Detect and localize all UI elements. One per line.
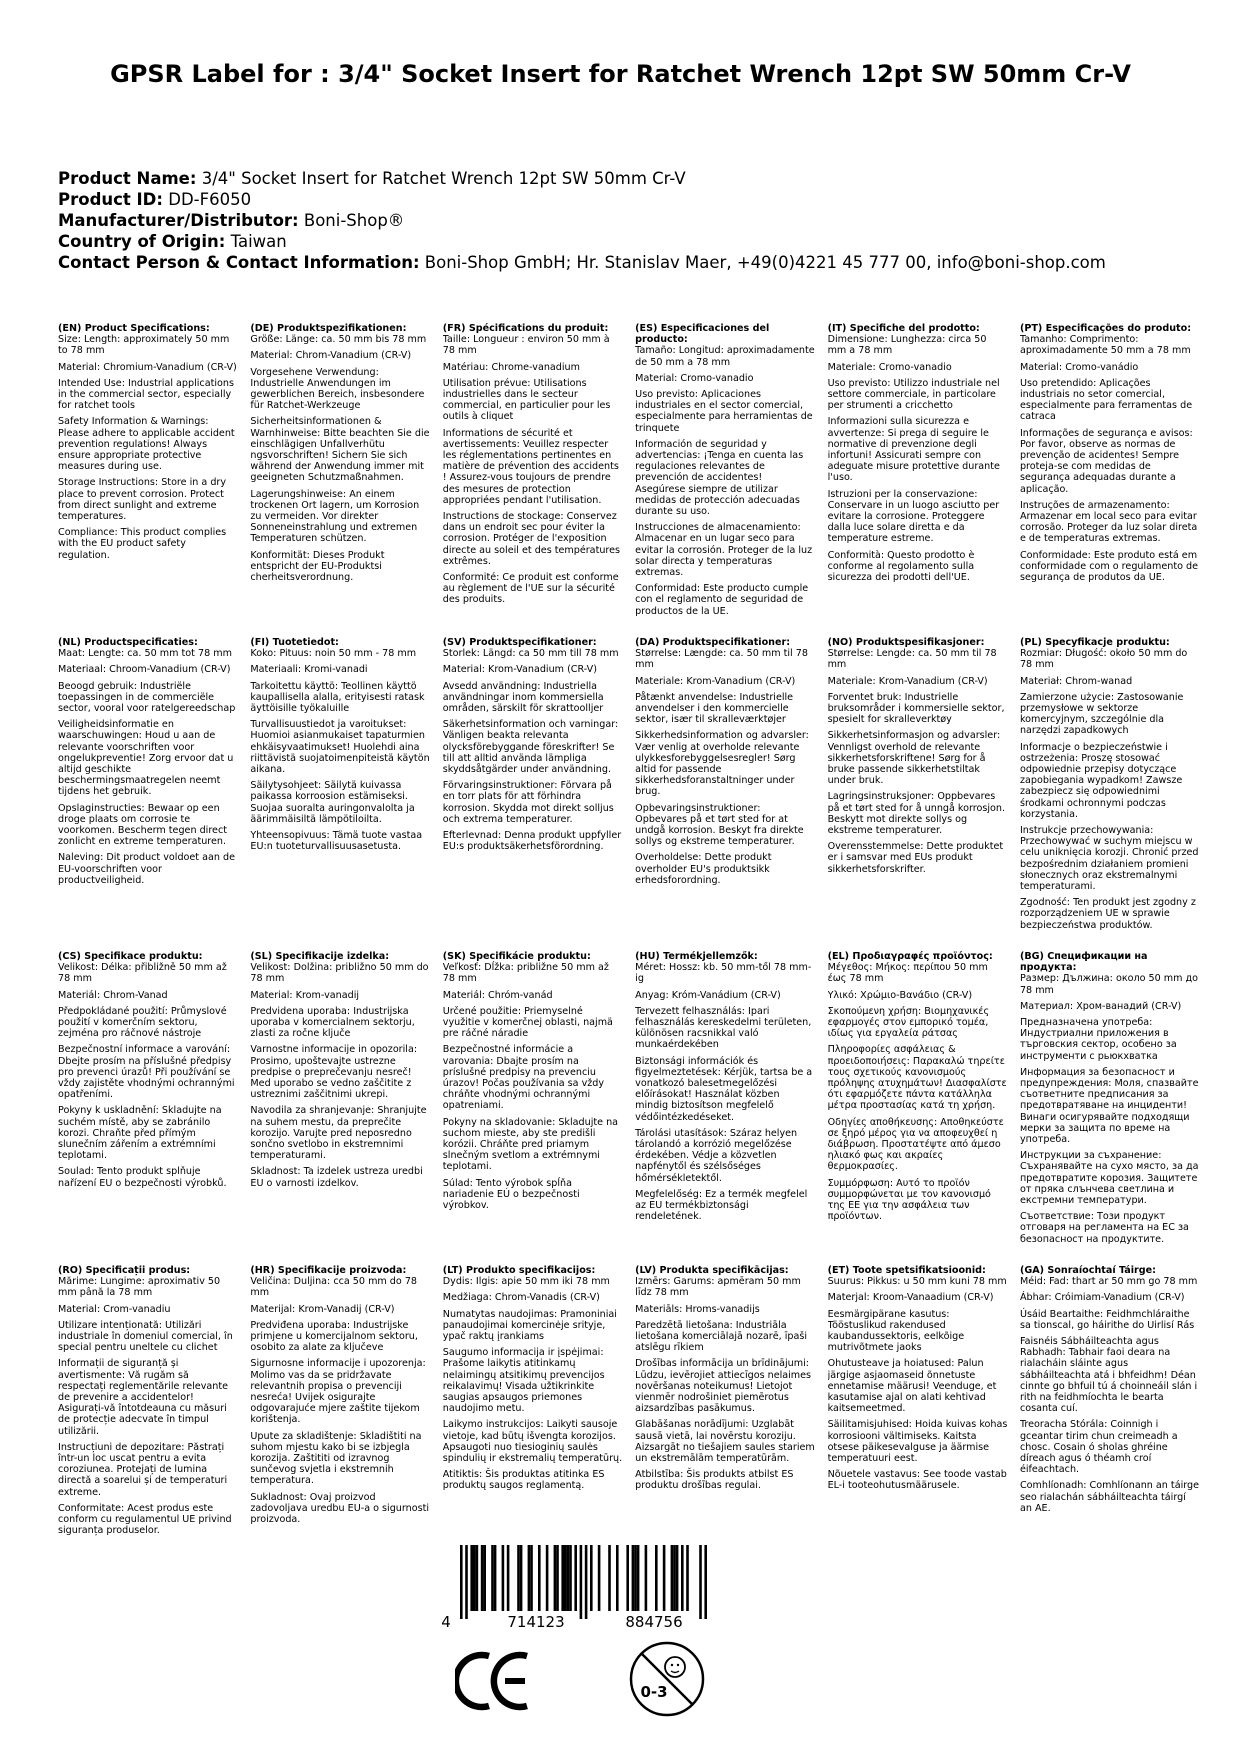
spec-paragraph: Efterlevnad: Denna produkt uppfyller EU:s produktsäkerhetsförordning. [442, 830, 622, 853]
spec-paragraph: Informações de segurança e avisos: Por favor, observe as normas de prevenção de acidentes! Sempre proteja-se com medidas de segurança adequadas durante a aplicação. [1019, 427, 1193, 495]
spec-paragraph: Velikost: Dolžina: približno 50 mm do 78 mm [250, 962, 429, 985]
spec-paragraph: Sicherheitsinformationen & Warnhinweise: Bitte beachten Sie die einschlägigen Unfallverhütu ngsvorschriften! Sichern Sie sich während der Anwendung immer mit geeigneten Schutzmaßnahmen. [250, 416, 430, 484]
spec-heading: (FI) Tuotetiedot: [250, 637, 339, 648]
barcode-bar [637, 1545, 640, 1611]
spec-paragraph: Material: Chrom-Vanadium (CR-V) [250, 350, 412, 362]
info-label: Product ID: [58, 190, 163, 209]
barcode-bar [554, 1545, 557, 1611]
barcode-bar [491, 1545, 494, 1611]
spec-heading: (EN) Product Specifications: [58, 323, 210, 334]
spec-paragraph: Συμμόρφωση: Αυτό το προϊόν συμμορφώνεται με τον κανονισμό της ΕΕ για την ασφάλεια των προϊόντων. [827, 1177, 991, 1223]
spec-heading: (DE) Produktspezifikationen: [250, 323, 407, 334]
spec-paragraph: Bezpečnostné informácie a varovania: Dbajte prosím na príslušné predpisy na prevenciu úrazov! Počas používania sa vždy chráňte vhodnými ochrannými opatreniami. [442, 1044, 605, 1112]
spec-paragraph: Material: Krom-Vanadium (CR-V) [442, 664, 597, 676]
spec-heading: (IT) Specifiche del prodotto: [827, 323, 980, 334]
spec-heading: (DA) Produktspecifikationer: [635, 637, 791, 648]
barcode-bar [528, 1545, 531, 1611]
barcode-bar [465, 1545, 468, 1619]
spec-paragraph: Předpokládané použití: Průmyslové použití v komerčním sektoru, zejména pro ráčnové nástroje [58, 1005, 227, 1040]
spec-paragraph: Veiligheidsinformatie en waarschuwingen: Houd u aan de relevante voorschriften voor ongelukpreventie! Zorg ervoor dat u altijd geschikte beschermingsmaatregelen neemt tijdens het gebruik. [58, 719, 234, 798]
spec-paragraph: Veličina: Duljina: cca 50 mm do 78 mm [250, 1276, 418, 1299]
spec-paragraph: Soulad: Tento produkt splňuje nařízení EU o bezpečnosti výrobků. [58, 1166, 227, 1189]
spec-paragraph: Instructions de stockage: Conservez dans un endroit sec pour éviter la corrosion. Protéger de l'exposition directe au soleil et des températures extrêmes. [442, 511, 621, 567]
spec-paragraph: Materjal: Kroom-Vanaadium (CR-V) [827, 1292, 994, 1304]
spec-block [635, 951, 815, 1265]
spec-heading: (SV) Produktspecifikationer: [442, 637, 597, 648]
info-label: Country of Origin: [58, 232, 226, 251]
spec-paragraph: Materiale: Krom-Vanadium (CR-V) [635, 675, 796, 687]
spec-paragraph: Treoracha Stórála: Coinnigh i gceantar tirim chun creimeadh a chosc. Cosain ó sholas ghréine díreach agus ó théamh croí éifeachtach. [1019, 1419, 1178, 1476]
spec-paragraph: Suurus: Pikkus: u 50 mm kuni 78 mm [827, 1276, 1007, 1288]
barcode-bar [494, 1545, 497, 1611]
spec-paragraph: Инструкции за съхранение: Съхранявайте на сухо място, за да предотвратите корозия. Защитете от пряка слънчева светлина и екстремни температури. [1019, 1150, 1199, 1207]
spec-heading: (BG) Спецификации на продукта: [1019, 951, 1148, 974]
barcode-bar [634, 1545, 637, 1611]
spec-paragraph: Méid: Fad: thart ar 50 mm go 78 mm [1019, 1276, 1198, 1288]
spec-paragraph: Storage Instructions: Store in a dry place to prevent corrosion. Protect from direct sunlight and extreme temperatures. [58, 477, 227, 523]
spec-paragraph: Размер: Дължина: около 50 mm до 78 mm [1019, 973, 1199, 996]
spec-paragraph: Megfelelőség: Ez a termék megfelel az EU termékbiztonsági rendeletének. [635, 1188, 808, 1223]
spec-heading: (ES) Especificaciones del producto: [635, 323, 770, 346]
spec-paragraph: Velikost: Délka: přibližně 50 mm až 78 mm [58, 962, 227, 985]
spec-grid [58, 323, 1200, 1569]
spec-paragraph: Съответствие: Този продукт отговаря на регламента на ЕС за безопасност на продуктите. [1019, 1211, 1189, 1245]
spec-paragraph: Instrukcje przechowywania: Przechowywać w suchym miejscu w celu uniknięcia korozji. Chronić przed bezpośrednim działaniem promieni słonecznych oraz ekstremalnymi temperaturami. [1019, 825, 1199, 893]
spec-paragraph: Materiaali: Kromi-vanadi [250, 664, 368, 676]
spec-paragraph: Dydis: Ilgis: apie 50 mm iki 78 mm [442, 1276, 610, 1288]
barcode-bar [681, 1545, 684, 1611]
spec-paragraph: Mărime: Lungime: aproximativ 50 mm până la 78 mm [58, 1276, 221, 1299]
age-warning-icon [628, 1640, 706, 1718]
barcode-bar [530, 1545, 533, 1611]
spec-heading: (HU) Termékjellemzők: [635, 951, 758, 962]
spec-paragraph: Zamierzone użycie: Zastosowanie przemysłowe w sektorze komercyjnym, szczególnie dla narzędzi zapadkowych [1019, 691, 1184, 737]
barcode-bar [616, 1545, 619, 1611]
spec-paragraph: Ábhar: Cróimiam-Vanadium (CR-V) [1019, 1292, 1185, 1304]
spec-paragraph: Utilisation prévue: Utilisations industrielles dans le secteur commercial, en particulier pour les outils à cliquet [442, 377, 611, 423]
spec-block [1020, 637, 1200, 951]
barcode-bar [663, 1545, 666, 1611]
spec-paragraph: Υλικό: Χρώμιο-Βανάδιο (CR-V) [827, 989, 973, 1001]
spec-block [635, 1265, 815, 1569]
spec-paragraph: Οδηγίες αποθήκευσης: Αποθηκεύστε σε ξηρό μέρος για να αποφευχθεί η διάβρωση. Προστατέψτε από άμεσο ηλιακό φως και ακραίες θερμοκρασίες. [827, 1116, 1004, 1173]
spec-paragraph: Предназначена употреба: Индустриални приложения в търговския сектор, особено за инструменти с рьюкхватка [1019, 1017, 1177, 1062]
spec-paragraph: Tervezett felhasználás: Ipari felhasználás kereskedelmi területen, különösen racsnikkal való munkaérdekében [635, 1005, 812, 1051]
barcode-bar [564, 1545, 567, 1611]
info-value: 3/4" Socket Insert for Ratchet Wrench 12pt SW 50mm Cr-V [201, 169, 686, 188]
barcode-bar [585, 1545, 588, 1619]
spec-block [250, 1265, 430, 1569]
barcode-bar [580, 1545, 583, 1619]
info-row [58, 231, 1198, 252]
spec-paragraph: Materiale: Krom-Vanadium (CR-V) [827, 675, 988, 687]
spec-paragraph: Zgodność: Ten produkt jest zgodny z rozporządzeniem UE w sprawie bezpieczeństwa produktów. [1019, 897, 1196, 931]
barcode-bar [546, 1545, 549, 1611]
spec-paragraph: Faisnéis Sábháilteachta agus Rabhadh: Tabhair faoi deara na rialacháin sláinte agus sábháilteachta atá i bhfeidhm! Déan cinnte go bhfuil tú á choinneáil slán i rith na feidhmíochta le bearta cosanta cuí. [1019, 1336, 1198, 1415]
spec-paragraph: Informacje o bezpieczeństwie i ostrzeżenia: Proszę stosować odpowiednie przepisy dotyczące zapobiegania wypadkom! Zawsze zabezpiecz się odpowiednimi środkami ochronnymi podczas korzystania. [1019, 741, 1183, 820]
spec-paragraph: Forventet bruk: Industrielle bruksområder i kommersielle sektor, spesielt for skralleverktøy [827, 691, 1005, 726]
spec-paragraph: Sikkerhetsinformasjon og advarsler: Vennligst overhold de relevante sikkerhetsforskriftene! Sørg for å bruke passende sikkerhetstiltak under bruk. [827, 730, 1001, 787]
barcode-bar [476, 1545, 479, 1611]
spec-paragraph: Conformità: Questo prodotto è conforme al regolamento sulla sicurezza dei prodotti dell'UE. [827, 549, 975, 584]
spec-paragraph: Yhteensopivuus: Tämä tuote vastaa EU:n tuoteturvallisuusasetusta. [250, 830, 423, 853]
spec-heading: (NL) Productspecificaties: [58, 637, 198, 648]
spec-block [1020, 951, 1200, 1265]
spec-paragraph: Turvallisuustiedot ja varoitukset: Huomioi asianmukaiset tapaturmien ehkäisyvaatimukset! Huolehdi aina riittävistä suojatoimenpiteistä käytön aikana. [250, 719, 430, 776]
barcode-bar [645, 1545, 648, 1611]
spec-heading: (EL) Προδιαγραφές προϊόντος: [827, 951, 993, 962]
spec-block [828, 637, 1008, 951]
spec-block [635, 323, 815, 637]
spec-paragraph: Upute za skladištenje: Skladištiti na suhom mjestu kako bi se izbjegla korozija. Zaštititi od izravnog sunčevog svjetla i ekstremnih temperatura. [250, 1430, 422, 1487]
spec-paragraph: Biztonsági információk és figyelmeztetések: Kérjük, tartsa be a vonatkozó balesetmegelőzési előírásokat! Használat közben mindig biztosítson megfelelő védőintézkedéseket. [635, 1055, 813, 1123]
spec-paragraph: Tamaño: Longitud: aproximadamente de 50 mm a 78 mm [635, 345, 815, 368]
spec-paragraph: Úsáid Beartaithe: Feidhmchláraithe sa tionscal, go háirithe do Uirlisí Rás [1019, 1308, 1195, 1331]
spec-paragraph: Istruzioni per la conservazione: Conservare in un luogo asciutto per evitare la corrosione. Proteggere dalla luce solare diretta e da temperature estreme. [827, 488, 1000, 545]
spec-paragraph: Информация за безопасност и предупреждения: Моля, спазвайте съответните предписания за предотвратяване на инциденти! Винаги осигурявайте подходящи мерки за защита по време на употреба. [1019, 1066, 1199, 1146]
spec-heading: (CS) Specifikace produktu: [58, 951, 203, 962]
spec-paragraph: Naleving: Dit product voldoet aan de EU-voorschriften voor productveiligheid. [58, 852, 235, 886]
barcode-bar [520, 1545, 523, 1611]
spec-paragraph: Material: Krom-vanadij [250, 989, 360, 1001]
spec-paragraph: Conformitate: Acest produs este conform cu regulamentul UE privind siguranța produselor. [58, 1502, 232, 1537]
barcode-bar [567, 1545, 570, 1611]
spec-paragraph: Izmērs: Garums: apmēram 50 mm līdz 78 mm [635, 1276, 801, 1299]
barcode-bars [460, 1545, 707, 1619]
spec-paragraph: Tamanho: Comprimento: aproximadamente 50 mm a 78 mm [1019, 334, 1191, 357]
barcode-bar [632, 1545, 635, 1611]
info-value: Taiwan [230, 232, 287, 251]
spec-paragraph: Drošības informācija un brīdinājumi: Lūdzu, ievērojiet attiecīgos nelaimes novēršanas noteikumus! Lietojot vienmēr nodrošiniet piemērotus aizsardzības pasākumus. [635, 1358, 812, 1415]
spec-paragraph: Størrelse: Længde: ca. 50 mm til 78 mm [635, 648, 808, 671]
spec-heading: (LT) Produkto specifikacijos: [442, 1265, 596, 1276]
spec-paragraph: Förvaringsinstruktioner: Förvara på en torr plats för att förhindra korrosion. Skydda mot direkt solljus och extrema temperaturer. [442, 780, 614, 825]
barcode-bar [561, 1545, 564, 1611]
spec-paragraph: Lagerungshinweise: An einem trockenen Ort lagern, um Korrosion zu vermeiden. Vor direkter Sonneneinstrahlung und extremen Temperaturen schützen. [250, 488, 420, 545]
spec-paragraph: Anyag: Króm-Vanádium (CR-V) [635, 989, 781, 1001]
barcode-bar [671, 1545, 674, 1611]
spec-paragraph: Uso pretendido: Aplicações industriais no setor comercial, especialmente para ferramentas de catraca [1019, 377, 1193, 423]
spec-block [635, 637, 815, 951]
spec-paragraph: Glabāšanas norādījumi: Uzglabāt sausā vietā, lai novērstu koroziju. Aizsargāt no tiešajiem saules stariem un ekstremālām temperatūrām. [635, 1419, 815, 1465]
spec-block [58, 1265, 238, 1569]
spec-paragraph: Materiał: Chrom-wanad [1019, 675, 1133, 687]
barcode-bar [590, 1545, 593, 1611]
spec-paragraph: Méret: Hossz: kb. 50 mm-től 78 mm-ig [635, 962, 812, 985]
spec-block [250, 951, 430, 1265]
spec-paragraph: Rozmiar: Długość: około 50 mm do 78 mm [1019, 648, 1188, 671]
spec-paragraph: Predvidena uporaba: Industrijska uporaba v komercialnem sektorju, zlasti za ročne ključe [250, 1005, 415, 1040]
product-info [58, 168, 1198, 273]
spec-paragraph: Ohutusteave ja hoiatused: Palun järgige asjaomaseid õnnetuste ennetamise määrusi! Veenduge, et kasutamise ajal on alati kehtivad kaitsemeetmed. [827, 1358, 997, 1415]
spec-paragraph: Material: Chromium-Vanadium (CR-V) [58, 361, 237, 373]
barcode-bar [473, 1545, 476, 1611]
info-label: Manufacturer/Distributor: [58, 211, 299, 230]
spec-paragraph: Dimensione: Lunghezza: circa 50 mm a 78 mm [827, 334, 987, 357]
spec-paragraph: Materiale: Cromo-vanadio [827, 361, 952, 373]
spec-block [58, 951, 238, 1265]
spec-block [443, 1265, 623, 1569]
barcode-bar [686, 1545, 689, 1611]
spec-paragraph: Vorgesehene Verwendung: Industrielle Anwendungen im gewerblichen Bereich, insbesondere für Ratchet-Werkzeuge [250, 366, 425, 412]
barcode-digits-left: 714123 [507, 1613, 565, 1630]
spec-paragraph: Πληροφορίες ασφάλειας & προειδοποιήσεις: Παρακαλώ τηρείτε τους σχετικούς κανονισμούς πρόληψης ατυχημάτων! Διασφαλίστε ότι εφαρμόζετε πάντα κατάλληλα μέτρα προστασίας κατά τη χρήση. [827, 1044, 1007, 1112]
spec-paragraph: Material: Cromo-vanádio [1019, 361, 1139, 373]
spec-paragraph: Uso previsto: Utilizzo industriale nel settore commerciale, in particolare per strumenti a cricchetto [827, 377, 1000, 412]
spec-paragraph: Intended Use: Industrial applications in the commercial sector, especially for ratchet tools [58, 377, 234, 412]
info-row [58, 210, 1198, 231]
spec-heading: (ET) Toote spetsifikatsioonid: [827, 1265, 986, 1276]
spec-paragraph: Taille: Longueur : environ 50 mm à 78 mm [442, 334, 610, 357]
spec-block [828, 951, 1008, 1265]
spec-paragraph: Opbevaringsinstruktioner: Opbevares på et tørt sted for at undgå korrosion. Beskyt fra direkte sollys og ekstreme temperaturer. [635, 802, 804, 848]
spec-paragraph: Avsedd användning: Industriella användningar inom kommersiella områden, särskilt för skrattoolljer [442, 680, 604, 715]
spec-paragraph: Safety Information & Warnings: Please adhere to applicable accident prevention regulations! Always ensure appropriate protective measures during use. [58, 416, 235, 473]
spec-paragraph: Material: Crom-vanadiu [58, 1303, 171, 1315]
barcode-bar [460, 1545, 463, 1619]
info-value: DD-F6050 [168, 190, 252, 209]
spec-block [250, 323, 430, 637]
barcode-bar [608, 1545, 611, 1611]
barcode-bar [676, 1545, 679, 1611]
spec-paragraph: Lagringsinstruksjoner: Oppbevares på et tørt sted for å unngå korrosjon. Beskytt mot direkte sollys og ekstreme temperaturer. [827, 791, 1006, 837]
spec-paragraph: Atitiktis: Šis produktas atitinka ES produktų saugos reglamentą. [442, 1469, 605, 1492]
info-row [58, 252, 1198, 273]
spec-paragraph: Instrucciones de almacenamiento: Almacenar en un lugar seco para evitar la corrosión. Proteger de la luz solar directa y temperaturas extremas. [635, 522, 813, 579]
spec-paragraph: Σκοπούμενη χρήση: Βιομηχανικές εφαρμογές στον εμπορικό τομέα, ιδίως για εργαλεία ράτσας [827, 1005, 990, 1040]
spec-paragraph: Størrelse: Lengde: ca. 50 mm til 78 mm [827, 648, 997, 671]
spec-paragraph: Materiāls: Hroms-vanadijs [635, 1303, 760, 1315]
spec-paragraph: Skladnost: Ta izdelek ustreza uredbi EU o varnosti izdelkov. [250, 1166, 423, 1189]
spec-block [443, 323, 623, 637]
spec-paragraph: Overensstemmelse: Dette produktet er i samsvar med EUs produkt sikkerhetsforskrifter. [827, 841, 1004, 875]
spec-paragraph: Size: Length: approximately 50 mm to 78 mm [58, 334, 230, 357]
spec-paragraph: Bezpečnostní informace a varování: Dbejte prosím na příslušné předpisy pro prevenci úrazů! Při používání se vždy zajistěte vhodnými ochrannými opatřeními. [58, 1044, 235, 1101]
spec-paragraph: Informații de siguranță și avertismente: Vă rugăm să respectați reglementările relevante de prevenire a accidentelor! Asigurați-vă întotdeauna cu măsuri de protecție adecvate în timpul utilizării. [58, 1358, 229, 1437]
barcode-bar [502, 1545, 505, 1611]
spec-paragraph: Compliance: This product complies with the EU product safety regulation. [58, 527, 227, 561]
spec-paragraph: Comhlíonadh: Comhlíonann an táirge seo rialachán sábháilteachta táirgí an AE. [1019, 1480, 1200, 1514]
spec-heading: (PL) Specyfikacje produktu: [1019, 637, 1170, 648]
spec-paragraph: Eesmärgipärane kasutus: Tööstuslikud rakendused kaubandussektoris, eelkõige mutrivõtmete jaoks [827, 1308, 965, 1354]
spec-heading: (NO) Produktspesifikasjoner: [827, 637, 985, 648]
barcode-digit-first: 4 [441, 1613, 451, 1630]
spec-block [58, 323, 238, 637]
spec-paragraph: Saugumo informacija ir įspėjimai: Prašome laikytis atitinkamų nelaimingų atsitikimų prevencijos reikalavimų! Visada užtikrinkite saugias apsaugos priemones naudojimo metu. [442, 1347, 605, 1415]
spec-paragraph: Säkerhetsinformation och varningar: Vänligen beakta relevanta olycksförebyggande föreskrifter! Se till att alltid använda lämpliga skyddsåtgärder under användning. [442, 719, 619, 776]
spec-paragraph: Utilizare intenționată: Utilizări industriale în domeniul comercial, în special pentru uneltele cu clichet [58, 1319, 233, 1354]
spec-paragraph: Conformidade: Este produto está em conformidade com o regulamento de segurança de produtos da UE. [1019, 549, 1199, 584]
spec-paragraph: Pokyny na skladovanie: Skladujte na suchom mieste, aby ste predišli korózii. Chráňte pred priamym slnečným svetlom a extrémnymi teplotami. [442, 1116, 619, 1173]
spec-block [58, 637, 238, 951]
spec-paragraph: Atbilstība: Šis produkts atbilst ES produktu drošības regulai. [635, 1469, 794, 1492]
spec-paragraph: Materiál: Chróm-vanád [442, 989, 553, 1001]
spec-paragraph: Predviđena uporaba: Industrijske primjene u komercijalnom sektoru, osobito za alate za ključeve [250, 1319, 418, 1354]
spec-paragraph: Navodila za shranjevanje: Shranjujte na suhem mestu, da preprečite korozijo. Varujte pred neposredno sončno svetlobo in ekstremnimi temperaturami. [250, 1105, 427, 1162]
barcode-bar [556, 1545, 559, 1611]
info-value: Boni-Shop GmbH; Hr. Stanislav Maer, +49(0)4221 45 777 00, info@boni-shop.com [424, 253, 1106, 272]
ce-mark-icon [455, 1650, 533, 1712]
spec-paragraph: Sigurnosne informacije i upozorenja: Molimo vas da se pridržavate relevantnih propisa o prevenciji nesreća! Uvijek osigurajte odgovarajuće mjere zaštite tijekom korištenja. [250, 1358, 426, 1426]
spec-paragraph: Koko: Pituus: noin 50 mm - 78 mm [250, 648, 417, 660]
spec-paragraph: Informations de sécurité et avertissements: Veuillez respecter les réglementations pertinentes en matière de prévention des accidents ! Assurez-vous toujours de prendre des mesures de protection appropriées pendant l'utilisation. [442, 427, 619, 506]
info-row [58, 189, 1198, 210]
spec-paragraph: Sukladnost: Ovaj proizvod zadovoljava uredbu EU-a o sigurnosti proizvoda. [250, 1491, 430, 1526]
spec-heading: (LV) Produkta specifikācijas: [635, 1265, 789, 1276]
spec-paragraph: Sikkerhedsinformation og advarsler: Vær venlig at overholde relevante ulykkesforebyggelsesregler! Sørg altid for passende sikkerhedsforanstaltninger under brug. [635, 730, 809, 798]
spec-block [828, 1265, 1008, 1569]
spec-paragraph: Påtænkt anvendelse: Industrielle anvendelser i den kommercielle sektor, især til skralleværktøjer [635, 691, 794, 726]
spec-paragraph: Laikymo instrukcijos: Laikyti sausoje vietoje, kad būtų išvengta korozijos. Apsaugoti nuo tiesioginių saulės spindulių ir ekstremalių temperatūrų. [442, 1419, 623, 1465]
barcode-bar [574, 1545, 577, 1611]
spec-heading: (GA) Sonraíochtaí Táirge: [1019, 1265, 1156, 1276]
spec-block [250, 637, 430, 951]
info-row [58, 168, 1198, 189]
spec-paragraph: Información de seguridad y advertencias: ¡Tenga en cuenta las regulaciones relevantes de prevención de accidentes! Asegúrese siempre de utilizar medidas de protección adecuadas durante su uso. [635, 438, 804, 518]
barcode-bar [655, 1545, 658, 1611]
spec-paragraph: Conformidad: Este producto cumple con el reglamento de seguridad de productos de la UE. [635, 583, 809, 617]
spec-paragraph: Varnostne informacije in opozorila: Prosimo, upoštevajte ustrezne predpise o preprečevanju nesreč! Med uporabo se vedno zaščitite z ustreznimi zaščitnimi ukrepi. [250, 1044, 418, 1101]
spec-heading: (HR) Specifikacije proizvoda: [250, 1265, 407, 1276]
info-label: Contact Person & Contact Information: [58, 253, 420, 272]
spec-paragraph: Materijal: Krom-Vanadij (CR-V) [250, 1303, 395, 1315]
spec-heading: (SK) Špecifikácie produktu: [442, 951, 591, 962]
spec-block [1020, 323, 1200, 637]
barcode-bar [470, 1545, 473, 1611]
spec-paragraph: Uso previsto: Aplicaciones industriales en el sector comercial, especialmente para herramientas de trinquete [635, 389, 813, 434]
spec-paragraph: Storlek: Längd: ca 50 mm till 78 mm [442, 648, 619, 660]
spec-paragraph: Pokyny k uskladnění: Skladujte na suchém místě, aby se zabránilo korozi. Chraňte před přímým slunečním zářením a extrémními teplotami. [58, 1105, 222, 1162]
ean-barcode [440, 1545, 740, 1630]
spec-paragraph: Numatytas naudojimas: Pramoniniai panaudojimai komercinėje srityje, ypač raktų įrankiams [442, 1308, 617, 1343]
spec-paragraph: Instrucțiuni de depozitare: Păstrați într-un loc uscat pentru a evita coroziunea. Protejați de lumina directă a soarelui și de temperaturi extreme. [58, 1441, 228, 1498]
spec-block [443, 951, 623, 1265]
barcode-bar [598, 1545, 601, 1611]
spec-paragraph: Určené použitie: Priemyselné využitie v komerčnej oblasti, najmä pre ráčné náradie [442, 1005, 613, 1040]
spec-paragraph: Säilitamisjuhised: Hoida kuivas kohas korrosiooni vältimiseks. Kaitsta otsese päikesevalguse ja äärmise temperatuuri eest. [827, 1419, 1008, 1465]
spec-heading: (FR) Spécifications du produit: [442, 323, 609, 334]
spec-paragraph: Materiál: Chrom-Vanad [58, 989, 168, 1001]
spec-paragraph: Veľkosť: Dĺžka: približne 50 mm až 78 mm [442, 962, 609, 985]
spec-paragraph: Μέγεθος: Μήκος: περίπου 50 mm έως 78 mm [827, 962, 988, 985]
spec-paragraph: Informazioni sulla sicurezza e avvertenze: Si prega di seguire le normative di prevenzione degli infortuni! Assicurati sempre con adeguate misure protettive durante l'uso. [827, 416, 1000, 484]
spec-paragraph: Материал: Хром-ванадий (CR-V) [1019, 1000, 1182, 1012]
spec-paragraph: Größe: Länge: ca. 50 mm bis 78 mm [250, 334, 427, 346]
barcode-bar [517, 1545, 520, 1611]
barcode-bar [569, 1545, 572, 1611]
barcode-digits-right: 884756 [625, 1613, 683, 1630]
barcode-bar [538, 1545, 541, 1611]
page-title: GPSR Label for : 3/4" Socket Insert for Ratchet Wrench 12pt SW 50mm Cr-V [110, 60, 1131, 88]
spec-paragraph: Säilytysohjeet: Säilytä kuivassa paikassa korroosion estämiseksi. Suojaa suoralta auringonvalolta ja äärimmäisiltä lämpötiloilta. [250, 780, 415, 825]
spec-paragraph: Matériau: Chrome-vanadium [442, 361, 580, 373]
spec-paragraph: Instruções de armazenamento: Armazenar em local seco para evitar corrosão. Proteger da luz solar direta e de temperaturas extremas. [1019, 499, 1198, 545]
spec-heading: (SL) Specifikacije izdelka: [250, 951, 390, 962]
spec-heading: (RO) Specificații produs: [58, 1265, 191, 1276]
spec-paragraph: Tarkoitettu käyttö: Teollinen käyttö kaupallisella alalla, erityisesti ratask äyttöisille työkaluille [250, 680, 425, 715]
spec-paragraph: Súlad: Tento výrobok spĺňa nariadenie EÚ o bezpečnosti výrobkov. [442, 1177, 580, 1212]
spec-paragraph: Konformität: Dieses Produkt entspricht der EU-Produktsi cherheitsverordnung. [250, 549, 385, 584]
spec-paragraph: Medžiaga: Chrom-Vanadis (CR-V) [442, 1292, 600, 1304]
spec-heading: (PT) Especificações do produto: [1019, 323, 1192, 334]
barcode-bar [673, 1545, 676, 1611]
spec-paragraph: Overholdelse: Dette produkt overholder EU's produktsikk erhedsforordning. [635, 852, 772, 886]
barcode-bar [483, 1545, 486, 1611]
age-warning-label: 0-3 [640, 1683, 668, 1701]
info-label: Product Name: [58, 169, 197, 188]
spec-block [1020, 1265, 1200, 1569]
spec-paragraph: Material: Cromo-vanadio [635, 372, 754, 384]
spec-paragraph: Conformité: Ce produit est conforme au règlement de l'UE sur la sécurité des produits. [442, 572, 619, 606]
spec-paragraph: Paredzētā lietošana: Industriāla lietošana komerciālajā nozarē, īpaši atslēgu rīkiem [635, 1319, 808, 1354]
barcode-bar [507, 1545, 510, 1611]
barcode-bar [481, 1545, 484, 1611]
spec-paragraph: Nõuetele vastavus: See toode vastab EL-i tooteohutusmäärusele. [827, 1469, 1007, 1492]
barcode-bar [704, 1545, 707, 1619]
spec-paragraph: Opslaginstructies: Bewaar op een droge plaats om corrosie te voorkomen. Bescherm tegen direct zonlicht en extreme temperaturen. [58, 802, 227, 848]
spec-paragraph: Tárolási utasítások: Száraz helyen tárolandó a korrózió megelőzése érdekében. Védje a közvetlen napfénytől és szélsőséges hőmérsékletektől. [635, 1127, 798, 1184]
info-value: Boni-Shop® [303, 211, 405, 230]
spec-block [443, 637, 623, 951]
barcode-bar [699, 1545, 702, 1619]
barcode-bar [626, 1545, 629, 1611]
spec-paragraph: Maat: Lengte: ca. 50 mm tot 78 mm [58, 648, 232, 660]
spec-paragraph: Materiaal: Chroom-Vanadium (CR-V) [58, 664, 231, 676]
spec-paragraph: Beoogd gebruik: Industriële toepassingen in de commerciële sector, vooral voor ratelgereedschap [58, 680, 236, 715]
spec-block [828, 323, 1008, 637]
